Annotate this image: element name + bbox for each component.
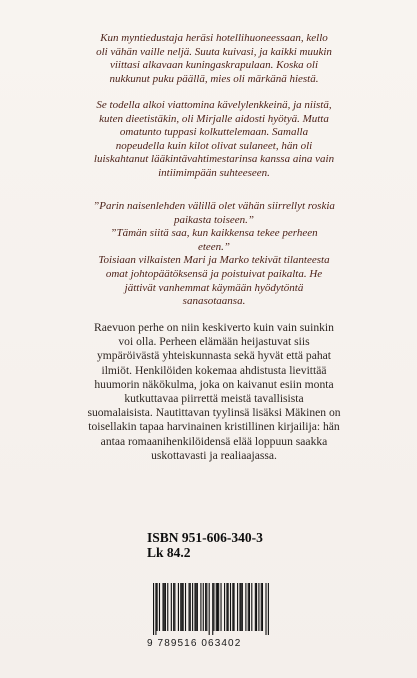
- text-line: uskottavasti ja realiaajassa.: [151, 448, 277, 462]
- text-line: Toisiaan vilkaisten Mari ja Marko tekivät tilanteesta: [98, 254, 330, 267]
- text-line: nopeudella kuin kilot olivat sulaneet, hän oli: [115, 139, 313, 152]
- text-line: eteen.”: [197, 240, 231, 253]
- text-line: paikasta toiseen.”: [173, 213, 255, 226]
- barcode-icon: [153, 583, 269, 635]
- text-line: ”Parin naisenlehden välillä olet vähän siirrellyt roskia: [93, 200, 335, 212]
- text-line: kutkuttavaa piirrettä meistä tavallisista: [124, 392, 304, 406]
- text-line: voi olla. Perheen elämään heijastuvat siis: [118, 335, 310, 349]
- text-line: omat johtopäätöksensä ja poistuivat paikalta. He: [105, 267, 323, 280]
- text-line: ”Tämän siitä saa, kun kaikkensa tekee perheen: [110, 227, 318, 240]
- text-line: ympäröivästä yhteiskunnasta sekä hyvät että pahat: [96, 349, 332, 363]
- blurb-paragraph: [44, 321, 384, 463]
- text-line: suomalaisista. Nautittavan tyylinsä lisäksi Mäkinen on: [87, 406, 341, 420]
- text-line: antaa romaanihenkilöidensä elää loppuun saakka: [100, 434, 328, 448]
- text-line: jättivät vanhemmat käymään hyödytöntä: [124, 281, 304, 294]
- text-line: intiimimpään suhteeseen.: [158, 166, 270, 179]
- excerpt-paragraph-3: [44, 200, 384, 309]
- isbn-number: ISBN 951-606-340-3: [147, 530, 263, 545]
- barcode-digits: 9 789516 063402: [147, 638, 242, 649]
- text-line: Se todella alkoi viattomina kävelylenkkeinä, ja niistä,: [96, 99, 332, 111]
- text-line: ilmiöt. Henkilöiden kokemaa ahdistusta lievittää: [101, 363, 327, 377]
- text-line: toisellakin tapaa harvinainen kristillinen kirjailija: hän: [88, 420, 340, 434]
- text-line: nukkunut puku päällä, mies oli märkänä hiestä.: [109, 72, 319, 85]
- library-classification: Lk 84.2: [147, 545, 191, 560]
- isbn-block: [147, 530, 263, 560]
- text-line: omatunto tuppasi kolkuttelemaan. Samalla: [119, 126, 309, 139]
- text-line: luiskahtanut lääkintävahtimestarinsa kanssa aina vain: [93, 153, 335, 166]
- text-line: sanasotaansa.: [182, 295, 246, 308]
- text-line: Kun myntiedustaja heräsi hotellihuoneessaan, kello: [100, 32, 328, 44]
- excerpt-paragraph-2: [44, 99, 384, 181]
- text-line: oli vähän vaille neljä. Suuta kuivasi, ja kaikki muukin: [96, 45, 332, 58]
- text-line: kuten dieetistäkin, oli Mirjalle aidosti hyötyä. Mutta: [99, 112, 329, 125]
- text-line: viittasi alkavaan kuningaskrapulaan. Koska oli: [109, 59, 319, 72]
- text-line: Raevuon perhe on niin keskiverto kuin vain suinkin: [94, 321, 334, 334]
- text-line: huumorin näkökulma, joka on kaivanut esiin monta: [94, 377, 334, 391]
- excerpt-paragraph-1: [44, 32, 384, 86]
